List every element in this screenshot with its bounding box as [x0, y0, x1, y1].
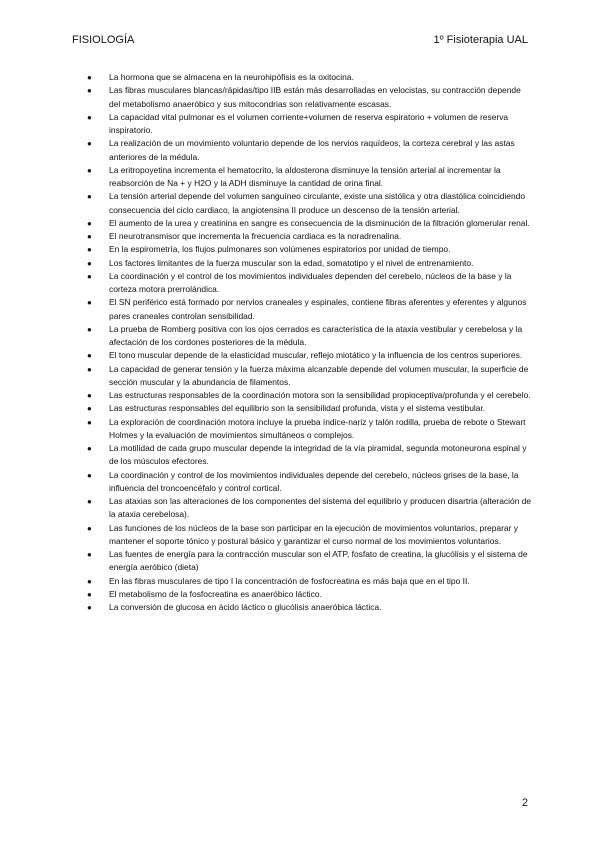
list-item [72, 111, 532, 138]
list-item [72, 389, 532, 402]
bullet-icon: ● [87, 258, 92, 268]
list-item [72, 164, 532, 191]
list-item [72, 349, 532, 362]
list-item-text: La capacidad de generar tensión y la fuerza máxima alcanzable depende del volumen muscular, la superficie de sección muscular y la abundancia de filamentos. [109, 363, 529, 387]
bullet-icon: ● [87, 192, 92, 202]
bullet-icon: ● [87, 86, 92, 96]
list-item [72, 137, 532, 164]
bullet-list [72, 71, 532, 614]
bullet-icon: ● [87, 218, 92, 228]
list-item-text: Las funciones de los núcleos de la base son participar en la ejecución de movimientos voluntarios, preparar y mantener el soporte tónico y postural básico y garantizar el curso normal de los movimientos voluntarios. [109, 522, 518, 546]
bullet-icon: ● [87, 391, 92, 400]
list-item [72, 575, 532, 588]
list-item [72, 230, 532, 243]
list-item [72, 363, 532, 390]
bullet-icon: ● [87, 245, 92, 255]
list-item [72, 296, 532, 323]
list-item-text: En la espirometría, los flujos pulmonares son volúmenes espiratorios por unidad de tiempo. [109, 244, 451, 255]
list-item-text: Las ataxias son las alteraciones de los componentes del sistema del equilibrio y producen disartria (alteración de la ataxia cerebelosa). [109, 496, 532, 520]
list-item-text: Las estructuras responsables del equilibrio son la sensibilidad profunda, vista y el sistema vestibular. [109, 403, 486, 414]
bullet-icon: ● [87, 73, 92, 82]
list-item [72, 257, 532, 270]
page-number: 2 [521, 797, 528, 809]
list-item-text: Las fuentes de energía para la contracción muscular son el ATP, fosfato de creatina, la glucólisis y el sistema de energía aeróbico (dieta) [109, 549, 528, 573]
bullet-icon: ● [87, 470, 92, 480]
list-item-text: El aumento de la urea y creatinina en sangre es consecuencia de la disminución de la filtración glomerular renal. [109, 217, 530, 228]
list-item [72, 84, 532, 111]
list-item-text: La tensión arterial depende del volumen sanguíneo circulante, existe una sistólica y otra diastólica coincidiendo consecuencia del ciclo cardiaco, la angiotensina II produce un descenso de la tensión arterial. [109, 191, 526, 215]
bullet-icon: ● [87, 112, 92, 122]
list-item-text: El metabolismo de la fosfocreatina es anaeróbico láctico. [109, 588, 322, 599]
bullet-icon: ● [87, 404, 92, 414]
bullet-icon: ● [87, 444, 92, 453]
header-course: 1º Fisioterapia UAL [433, 34, 528, 46]
list-item-text: La exploración de coordinación motora incluye la prueba índice-nariz y talón rodilla, prueba de rebote o Stewart Holmes y la evaluación de movimientos simultáneos o complejos. [109, 416, 526, 440]
bullet-icon: ● [87, 351, 92, 361]
list-item-text: La eritropoyetina incrementa el hematocrito, la aldosterona disminuye la tensión arterial al incrementar la reabsorción de Na + y H2O y la ADH disminuye la cantidad de orina final. [109, 164, 501, 188]
list-item [72, 416, 532, 443]
bullet-icon: ● [87, 324, 92, 334]
header-subject: FISIOLOGÍA [72, 34, 135, 46]
list-item-text: La motilidad de cada grupo muscular depende la integridad de la vía piramidal, segunda motoneurona espinal y de los músculos efectores. [109, 443, 527, 467]
list-item-text: La capacidad vital pulmonar es el volumen corriente+volumen de reserva espiratorio + volumen de reserva inspiratorio. [109, 111, 509, 135]
bullet-icon: ● [87, 603, 92, 612]
list-item-text: Las fibras musculares blancas/rápidas/tipo IIB están más desarrolladas en velocistas, su contracción depende del metabolismo anaeróbico y sus mitocondrias son relativamente escasas. [109, 85, 521, 109]
document-body [72, 71, 532, 614]
bullet-icon: ● [87, 417, 92, 427]
bullet-icon: ● [87, 589, 92, 599]
list-item-text: La coordinación y el control de los movimientos individuales dependen del cerebelo, núcleos de la base y la corteza motora prerrolándica. [109, 270, 512, 294]
list-item [72, 601, 532, 614]
list-item [72, 243, 532, 256]
bullet-icon: ● [87, 165, 92, 175]
list-item-text: En las fibras musculares de tipo I la concentración de fosfocreatina es más baja que en el tipo II. [109, 575, 470, 586]
list-item-text: La hormona que se almacena en la neurohipófisis es la oxitocina. [109, 72, 354, 82]
list-item-text: La prueba de Romberg positiva con los ojos cerrados es característica de la ataxia vestibular y cerebelosa y la afectación de los cordones posteriores de la médula. [109, 323, 523, 347]
list-item [72, 588, 532, 601]
bullet-icon: ● [87, 550, 92, 559]
list-item [72, 495, 532, 522]
list-item-text: La conversión de glucosa en ácido láctico o glucólisis anaeróbica láctica. [109, 602, 382, 612]
bullet-icon: ● [87, 139, 92, 149]
list-item-text: Los factores limitantes de la fuerza muscular son la edad, somatotipo y el nivel de entrenamiento. [109, 257, 474, 268]
list-item [72, 217, 532, 230]
list-item-text: La coordinación y control de los movimientos individuales depende del cerebelo, núcleos grises de la base, la influencia del troncoencéfalo y control cortical. [109, 469, 519, 493]
list-item [72, 548, 532, 575]
list-item-text: La realización de un movimiento voluntario depende de los nervios raquídeos, la corteza cerebral y las astas anteriores de la médula. [109, 138, 515, 162]
bullet-icon: ● [87, 523, 92, 533]
bullet-icon: ● [87, 298, 92, 308]
bullet-icon: ● [87, 364, 92, 374]
list-item [72, 190, 532, 217]
bullet-icon: ● [87, 576, 92, 586]
list-item [72, 469, 532, 496]
bullet-icon: ● [87, 497, 92, 506]
list-item [72, 323, 532, 350]
list-item [72, 522, 532, 549]
list-item [72, 402, 532, 415]
list-item-text: El neurotransmisor que incrementa la frecuencia cardiaca es la noradrenalina. [109, 231, 402, 241]
bullet-icon: ● [87, 271, 92, 281]
bullet-icon: ● [87, 232, 92, 241]
list-item-text: Las estructuras responsables de la coordinación motora son la sensibilidad propioceptiva/profunda y el cerebelo. [109, 390, 531, 400]
list-item-text: El tono muscular depende de la elasticidad muscular, reflejo miotático y la influencia de los centros superiores. [109, 350, 523, 361]
list-item [72, 442, 532, 469]
list-item-text: El SN periférico está formado por nervios craneales y espinales, contiene fibras aferentes y eferentes y algunos pares craneales controlan sensibilidad. [109, 297, 527, 321]
list-item [72, 71, 532, 84]
list-item [72, 270, 532, 297]
